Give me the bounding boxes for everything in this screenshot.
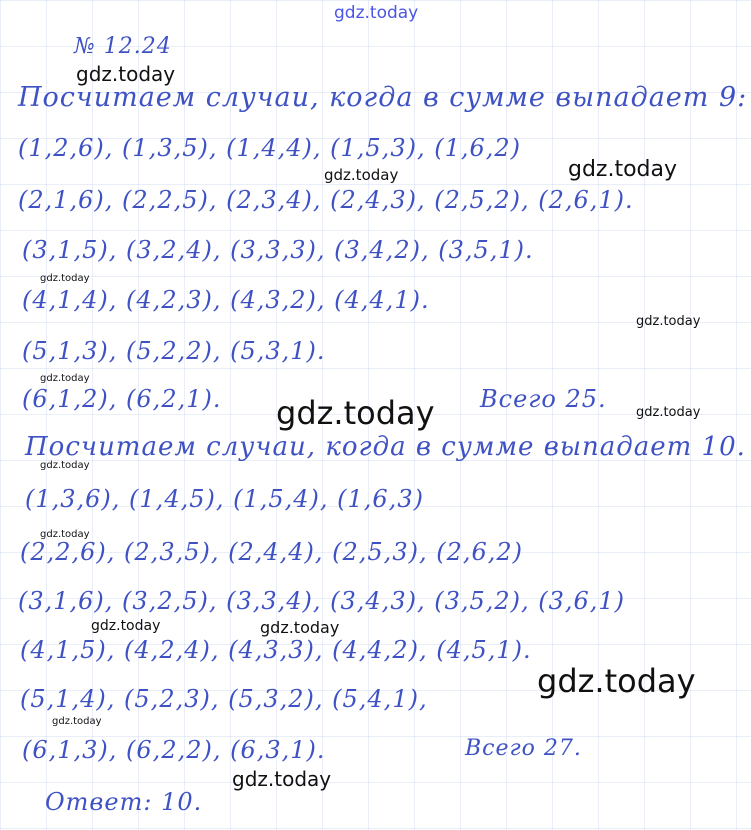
- watermark: gdz.today: [52, 716, 102, 727]
- watermark: gdz.today: [40, 273, 90, 284]
- watermark: gdz.today: [232, 767, 332, 791]
- sum10-row-3: (3,1,6), (3,2,5), (3,3,4), (3,4,3), (3,5,2), (3,6,1): [18, 587, 626, 615]
- watermark-top: gdz.today: [334, 3, 419, 23]
- sum9-row-5: (5,1,3), (5,2,2), (5,3,1).: [22, 337, 326, 365]
- watermark: gdz.today: [91, 618, 161, 634]
- watermark: gdz.today: [260, 618, 340, 637]
- watermark: gdz.today: [324, 166, 399, 184]
- watermark: gdz.today: [636, 405, 701, 420]
- watermark: gdz.today: [537, 662, 696, 700]
- sum9-row-4: (4,1,4), (4,2,3), (4,3,2), (4,4,1).: [22, 286, 430, 314]
- watermark: gdz.today: [568, 157, 678, 182]
- sum9-total: Всего 25.: [480, 385, 607, 413]
- sum10-total: Всего 27.: [465, 736, 582, 761]
- sum9-heading: Посчитаем случаи, когда в сумме выпадает 9:: [18, 82, 748, 113]
- watermark: gdz.today: [40, 373, 90, 384]
- watermark: gdz.today: [40, 529, 90, 540]
- watermark: gdz.today: [76, 62, 176, 86]
- sum10-row-2: (2,2,6), (2,3,5), (2,4,4), (2,5,3), (2,6,2): [20, 538, 523, 566]
- sum10-heading: Посчитаем случаи, когда в сумме выпадает 10.: [25, 432, 746, 462]
- watermark: gdz.today: [40, 460, 90, 471]
- watermark: gdz.today: [636, 314, 701, 329]
- watermark: gdz.today: [276, 394, 435, 432]
- sum9-row-1: (1,2,6), (1,3,5), (1,4,4), (1,5,3), (1,6,2): [18, 134, 521, 162]
- problem-number: № 12.24: [74, 34, 172, 59]
- answer: Ответ: 10.: [45, 788, 203, 816]
- sum10-row-5: (5,1,4), (5,2,3), (5,3,2), (5,4,1),: [20, 685, 428, 713]
- sum9-row-6: (6,1,2), (6,2,1).: [22, 385, 222, 413]
- sum10-row-4: (4,1,5), (4,2,4), (4,3,3), (4,4,2), (4,5,1).: [20, 636, 532, 664]
- sum9-row-3: (3,1,5), (3,2,4), (3,3,3), (3,4,2), (3,5,1).: [22, 236, 534, 264]
- sum10-row-6: (6,1,3), (6,2,2), (6,3,1).: [22, 736, 326, 764]
- sum9-row-2: (2,1,6), (2,2,5), (2,3,4), (2,4,3), (2,5,2), (2,6,1).: [18, 186, 634, 214]
- sum10-row-1: (1,3,6), (1,4,5), (1,5,4), (1,6,3): [25, 485, 424, 513]
